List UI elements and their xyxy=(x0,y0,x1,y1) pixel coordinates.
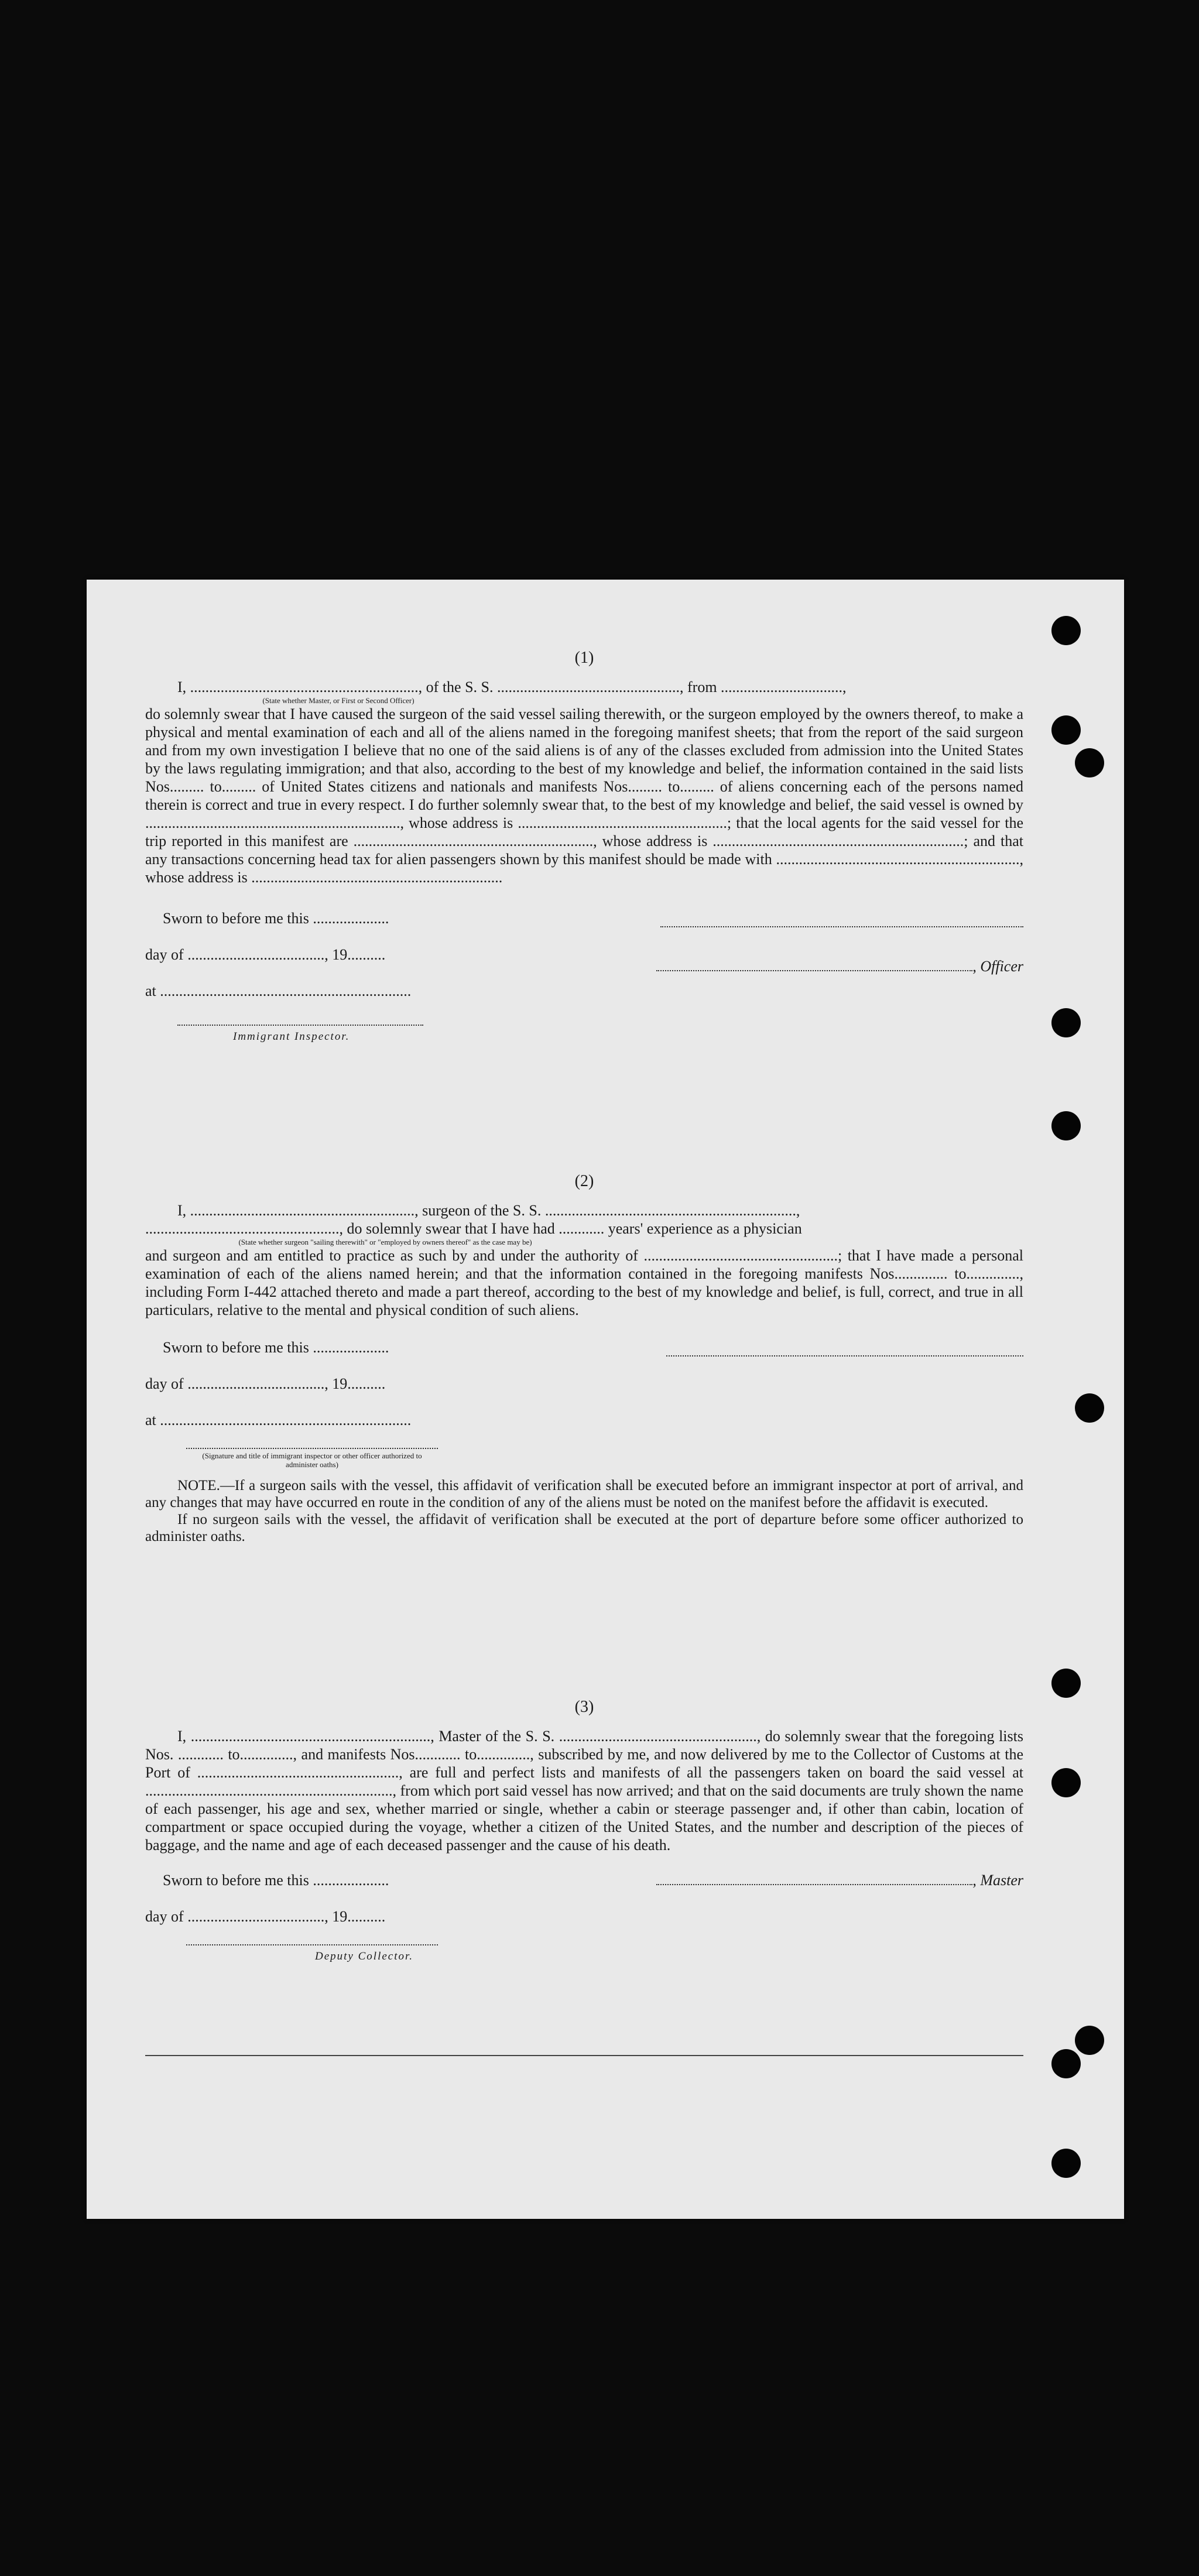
punch-hole xyxy=(1075,1393,1104,1423)
section-number: (2) xyxy=(574,1172,594,1190)
master-line: I, ............................................................, of the S. S. ................................................, from ................................, xyxy=(177,679,847,696)
punch-hole xyxy=(1051,1669,1081,1698)
sworn-line: Sworn to before me this .................... xyxy=(163,1872,389,1889)
punch-hole xyxy=(1051,1768,1081,1797)
officer-label: Officer xyxy=(980,958,1023,975)
section-number: (1) xyxy=(574,649,594,667)
punch-hole xyxy=(1051,715,1081,745)
surgeon-line: I, ..........................................................., surgeon of the S. S. .................................................................., xyxy=(177,1202,800,1219)
signature-line xyxy=(660,912,1023,927)
affidavit-body: do solemnly swear that I have caused the surgeon of the said vessel sailing therewith, or the surgeon employed by the owners thereof, to make a physical and mental examination of each and all of the aliens named in the foregoing manifest sheets; that from the report of the said surgeon and from my own investigation I believe that no one of the said aliens is of any of the classes excluded from admission into the United States by the laws regulating immigration; and that also, according to the best of my knowledge and belief, the information contained in the said lists Nos......... to......... of United States citizens and nationals and manifests Nos......... to......... of aliens concerning each of the persons named therein is correct and true in every respect. I do further solemnly swear that, to the best of my knowledge and belief, the said vessel is owned by ..................................................................., whose address is .......................................................; that the local agents for the said vessel for the trip reported in this manifest are ..............................................................., whose address is ..................................................................; and that any transactions concerning head tax for alien passengers shown by this manifest should be made with ................................................................, whose address is .................................................................. xyxy=(145,705,1023,886)
day-line: day of ...................................., 19.......... xyxy=(145,946,386,963)
master-signature-line xyxy=(656,1884,972,1885)
sworn-line: Sworn to before me this .................... xyxy=(163,910,389,927)
day-line: day of ...................................., 19.......... xyxy=(145,1375,386,1392)
punch-hole xyxy=(1051,1111,1081,1140)
punch-hole xyxy=(1051,2049,1081,2078)
at-line: at .................................................................. xyxy=(145,1412,412,1429)
note-paragraph: NOTE.—If a surgeon sails with the vessel, this affidavit of verification shall be executed before an immigrant inspector at port of arrival, and any changes that may have occurred en route in the condition of any of the aliens must be noted on the manifest before the affidavit is executed. xyxy=(145,1478,1023,1510)
punch-hole xyxy=(1051,1008,1081,1037)
experience-line: ..................................................., do solemnly swear that I have had ............ years' experience as a physician xyxy=(145,1220,802,1237)
at-line: at .................................................................. xyxy=(145,982,412,999)
master-label: Master xyxy=(980,1872,1023,1889)
customs-body: I, ..............................................................., Master of the S. S. ...................................................., do solemnly swear that the foregoing lists Nos. ............ to.............., and manifests Nos............ to.............., subscribed by me, and now delivered by me to the Collector of Customs at the Port of ....................................................., are full and perfect lists and manifests of all the passengers taken on board the said vessel at ................................................................., from which port said vessel has now arrived; and that on the said documents are truly shown the name of each passenger, his age and sex, whether married or single, whether a cabin or steerage passenger and, if other than cabin, location of compartment or space occupied during the voyage, whether a citizen of the United States, and the number and description of the pieces of baggage, and the name and age of each deceased passenger and the cause of his death. xyxy=(145,1728,1023,1854)
collector-caption: Deputy Collector. xyxy=(315,1950,414,1962)
affidavit-surgeon xyxy=(145,1172,1023,1545)
signature-line xyxy=(666,1344,1023,1356)
day-line: day of ...................................., 19.......... xyxy=(145,1908,386,1925)
note-paragraph: If no surgeon sails with the vessel, the affidavit of verification shall be executed at the port of departure before some officer authorized to administer oaths. xyxy=(145,1512,1023,1544)
affidavit-master: (1) I, ............................................................, of the S. S. ................................................, from ................................, (State whether Master, or First or Second Officer) do solemnly swear that I have caused the surgeon of the said vessel sailing therewith, or the surgeon employed by the owners thereof, to make a physical and mental examination of each and all of the aliens named in the foregoing manifest sheets; that from the report of the said surgeon and from my own investigation I believe that no one of the said aliens is of any of the classes excluded from admission into the United States by the laws regulating immigration; and that also, according to the best of my knowledge and belief, the information contained in the said lists Nos......... to......... of United States citizens and nationals and manifests Nos......... to......... of aliens concerning each of the persons named therein is correct and true in every respect. I do further solemnly swear that, to the best of my knowledge and belief, the said vessel is owned by ..................................................................., whose address is .......................................................; that the local agents for the said vessel for the trip reported in this manifest are ..............................................................., whose address is ..................................................................; and that any transactions concerning head tax for alien passengers shown by this manifest should be made with ................................................................, whose address is .................................................................. Sworn to before me this .................... day of ...................................., 19.......... , Officer at .................................................................. Immigrant Inspector. xyxy=(145,649,1023,1043)
affidavit-customs: (3) I, ..............................................................., Master of the S. S. ...................................................., do solemnly swear that the foregoing lists Nos. ............ to.............., and manifests Nos............ to.............., subscribed by me, and now delivered by me to the Collector of Customs at the Port of ....................................................., are full and perfect lists and manifests of all the passengers taken on board the said vessel at ................................................................., from which port said vessel has now arrived; and that on the said documents are truly shown the name of each passenger, his age and sex, whether married or single, whether a cabin or steerage passenger and, if other than cabin, location of compartment or space occupied during the voyage, whether a citizen of the United States, and the number and description of the pieces of baggage, and the name and age of each deceased passenger and the cause of his death. Sworn to before me this .................... , Master day of ...................................., 19.......... Deputy Collector. xyxy=(145,1698,1023,1962)
punch-hole xyxy=(1075,2026,1104,2055)
sub-caption: (State whether Master, or First or Second Officer) xyxy=(262,696,414,705)
surgeon-body: and surgeon and am entitled to practice as such by and under the authority of ...................................................; that I have made a personal examination of each of the aliens named herein; and that the information contained in the foregoing manifests Nos.............. to.............., including Form I-442 attached thereto and made a part thereof, according to the best of my knowledge and belief, is full, correct, and true in all particulars, relative to the mental and physical condition of such aliens. xyxy=(145,1247,1023,1318)
bottom-rule xyxy=(145,2055,1023,2056)
sworn-line: Sworn to before me this .................... xyxy=(163,1339,389,1356)
officer-line xyxy=(656,970,972,971)
sub-caption: (State whether surgeon "sailing therewith" or "employed by owners thereof" as the case may be) xyxy=(238,1238,532,1246)
punch-hole xyxy=(1051,616,1081,645)
section-number: (3) xyxy=(574,1698,594,1716)
inspector-caption: (Signature and title of immigrant inspector or other officer authorized to administer oaths) xyxy=(202,1451,422,1469)
punch-hole xyxy=(1051,2149,1081,2178)
manifest-page xyxy=(87,580,1124,2219)
punch-hole xyxy=(1075,748,1104,777)
inspector-caption: Immigrant Inspector. xyxy=(233,1030,350,1043)
